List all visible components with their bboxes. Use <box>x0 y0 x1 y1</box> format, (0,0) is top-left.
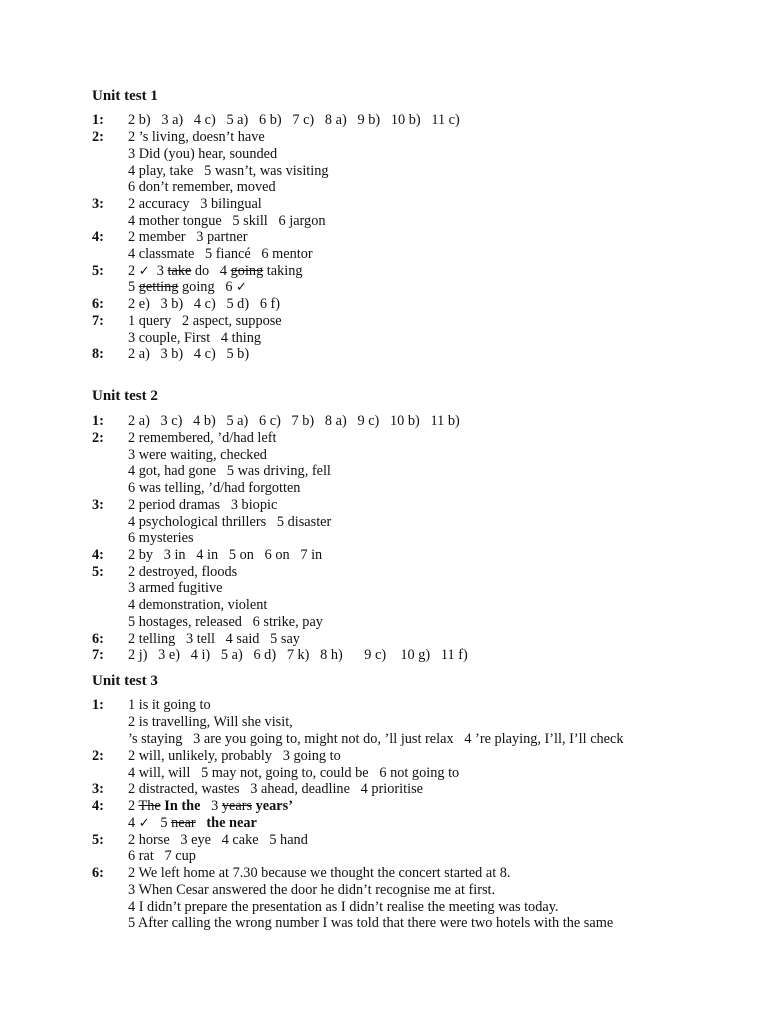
unit-test-1-title: Unit test 1 <box>92 88 158 104</box>
struck-word: take <box>167 263 192 279</box>
corrected-word: the near <box>195 815 257 831</box>
question-number: 5: <box>92 832 104 848</box>
answer-text: 2 distracted, wastes 3 ahead, deadline 4 prioritise <box>128 781 423 797</box>
answer-text: 2 e) 3 b) 4 c) 5 d) 6 f) <box>128 296 281 312</box>
answer-text: 2 period dramas 3 biopic <box>128 497 278 513</box>
question-number: 1: <box>92 697 104 713</box>
unit-test-3-title: Unit test 3 <box>92 673 158 689</box>
answer-text: 2 horse 3 eye 4 cake 5 hand <box>128 832 308 848</box>
answer-text: 3 armed fugitive <box>128 580 223 596</box>
question-number: 5: <box>92 564 104 580</box>
answer-text: 2 accuracy 3 bilingual <box>128 196 262 212</box>
answer-text: 2 will, unlikely, probably 3 going to <box>128 748 341 764</box>
answer-text: 6 don’t remember, moved <box>128 179 276 195</box>
answer-text: 3 Did (you) hear, sounded <box>128 146 278 162</box>
answer-text: 2 ✓ 3 take do 4 going taking <box>128 263 303 279</box>
answer-text: 1 query 2 aspect, suppose <box>128 313 282 329</box>
question-number: 4: <box>92 229 104 245</box>
check-mark-icon: ✓ <box>138 264 150 279</box>
answer-text: 4 ✓ 5 near the near <box>128 815 257 831</box>
unit-test-2-title: Unit test 2 <box>92 388 158 404</box>
struck-word: near <box>171 815 196 831</box>
check-mark-icon: ✓ <box>236 280 247 295</box>
question-number: 7: <box>92 647 104 663</box>
answer-text: 2 a) 3 c) 4 b) 5 a) 6 c) 7 b) 8 a) 9 c) 10 b) 11 b) <box>128 413 460 429</box>
answer-text: 2 member 3 partner <box>128 229 248 245</box>
answer-text: 2 remembered, ’d/had left <box>128 430 277 446</box>
answer-text: 2 We left home at 7.30 because we thought the concert started at 8. <box>128 865 511 881</box>
answer-text: 1 is it going to <box>128 697 211 713</box>
question-number: 2: <box>92 129 104 145</box>
answer-text: 5 hostages, released 6 strike, pay <box>128 614 323 630</box>
answer-text: 5 After calling the wrong number I was told that there were two hotels with the same <box>128 915 614 931</box>
question-number: 6: <box>92 296 104 312</box>
struck-word: getting <box>138 279 179 295</box>
question-number: 6: <box>92 865 104 881</box>
answer-text: 2 destroyed, floods <box>128 564 238 580</box>
corrected-word: In the <box>160 798 201 814</box>
answer-text: 6 was telling, ’d/had forgotten <box>128 480 301 496</box>
question-number: 1: <box>92 413 104 429</box>
answer-text: 4 will, will 5 may not, going to, could be 6 not going to <box>128 765 460 781</box>
answer-text: 2 ’s living, doesn’t have <box>128 129 265 145</box>
answer-text: 2 b) 3 a) 4 c) 5 a) 6 b) 7 c) 8 a) 9 b) 10 b) 11 c) <box>128 112 460 128</box>
question-number: 3: <box>92 196 104 212</box>
answer-text: 3 were waiting, checked <box>128 447 267 463</box>
answer-text: 3 When Cesar answered the door he didn’t recognise me at first. <box>128 882 496 898</box>
struck-word: The <box>138 798 161 814</box>
question-number: 3: <box>92 781 104 797</box>
check-mark-icon: ✓ <box>138 816 150 831</box>
struck-word: going <box>230 263 264 279</box>
answer-text: 4 I didn’t prepare the presentation as I didn’t realise the meeting was today. <box>128 899 559 915</box>
answer-text: 2 by 3 in 4 in 5 on 6 on 7 in <box>128 547 323 563</box>
answer-text: 2 The In the 3 years years’ <box>128 798 293 814</box>
question-number: 5: <box>92 263 104 279</box>
question-number: 1: <box>92 112 104 128</box>
answer-text: 6 rat 7 cup <box>128 848 196 864</box>
answer-text: 4 play, take 5 wasn’t, was visiting <box>128 163 329 179</box>
answer-text: 4 demonstration, violent <box>128 597 268 613</box>
question-number: 3: <box>92 497 104 513</box>
corrected-word: years’ <box>252 798 293 814</box>
answer-text: 5 getting going 6 ✓ <box>128 279 247 295</box>
question-number: 4: <box>92 798 104 814</box>
question-number: 2: <box>92 748 104 764</box>
answer-text: 6 mysteries <box>128 530 194 546</box>
answer-text: 2 is travelling, Will she visit, <box>128 714 293 730</box>
answer-text: 3 couple, First 4 thing <box>128 330 262 346</box>
answer-text: 4 classmate 5 fiancé 6 mentor <box>128 246 313 262</box>
struck-word: years <box>221 798 253 814</box>
question-number: 7: <box>92 313 104 329</box>
answer-text: 4 psychological thrillers 5 disaster <box>128 514 332 530</box>
answer-text: 2 telling 3 tell 4 said 5 say <box>128 631 300 647</box>
question-number: 8: <box>92 346 104 362</box>
answer-text: 4 got, had gone 5 was driving, fell <box>128 463 331 479</box>
question-number: 4: <box>92 547 104 563</box>
question-number: 6: <box>92 631 104 647</box>
answer-text: ’s staying 3 are you going to, might not do, ’ll just relax 4 ’re playing, I’ll, I’ll check <box>128 731 624 747</box>
answer-text: 4 mother tongue 5 skill 6 jargon <box>128 213 326 229</box>
answer-text: 2 j) 3 e) 4 i) 5 a) 6 d) 7 k) 8 h) 9 c) 10 g) 11 f) <box>128 647 468 663</box>
question-number: 2: <box>92 430 104 446</box>
answer-text: 2 a) 3 b) 4 c) 5 b) <box>128 346 250 362</box>
